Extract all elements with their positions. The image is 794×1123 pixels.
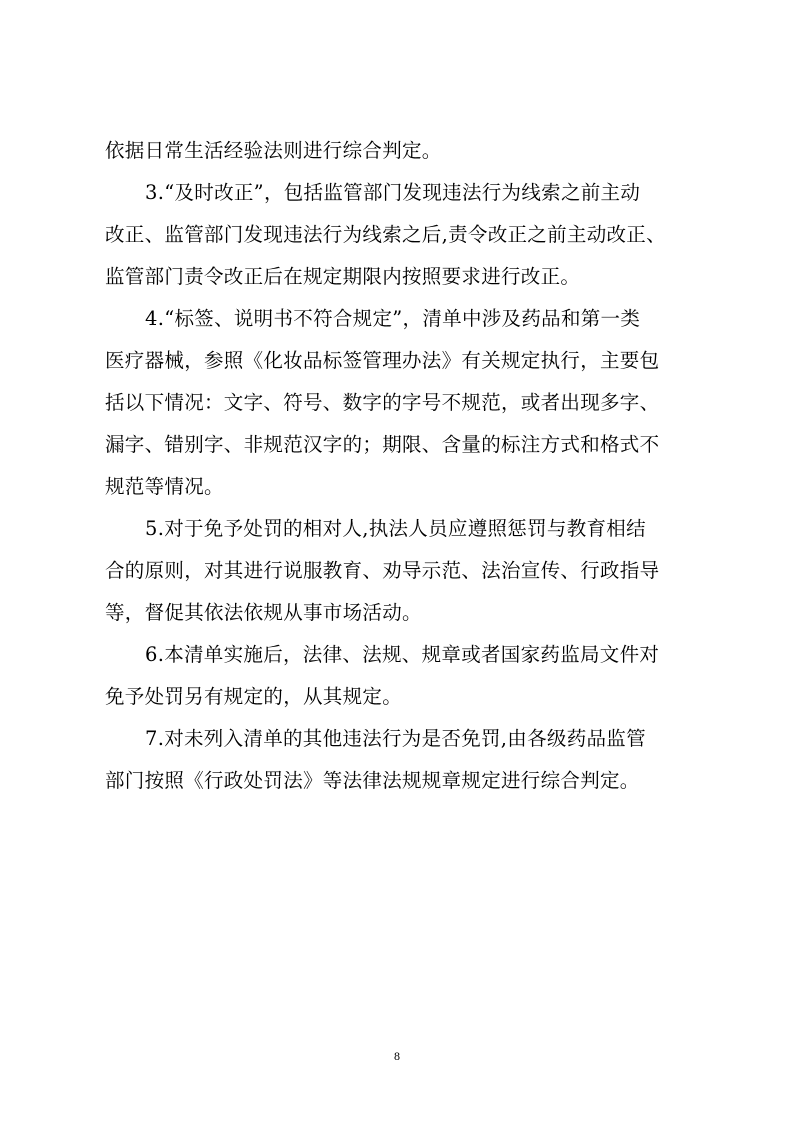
- paragraph: [105, 130, 689, 172]
- paragraph: [105, 718, 689, 802]
- text-line: 规范等情况。: [105, 475, 224, 498]
- text-line: 监管部门责令改正后在规定期限内按照要求进行改正。: [105, 265, 581, 288]
- text-line: 免予处罚另有规定的，从其规定。: [105, 685, 403, 708]
- paragraph: [105, 508, 689, 634]
- text-line: 7.对未列入清单的其他违法行为是否免罚,由各级药品监管: [145, 727, 646, 750]
- text-line: 漏字、错别字、非规范汉字的；期限、含量的标注方式和格式不: [105, 433, 660, 456]
- paragraph: [105, 298, 689, 508]
- text-line: 3.“及时改正”，包括监管部门发现违法行为线索之前主动: [145, 181, 641, 204]
- text-line: 合的原则，对其进行说服教育、劝导示范、法治宣传、行政指导: [105, 559, 660, 582]
- text-line: 医疗器械，参照《化妆品标签管理办法》有关规定执行，主要包: [105, 349, 660, 372]
- text-line: 5.对于免予处罚的相对人,执法人员应遵照惩罚与教育相结: [145, 517, 646, 540]
- page-number: 8: [394, 1049, 400, 1063]
- paragraph: [105, 634, 689, 718]
- text-line: 依据日常生活经验法则进行综合判定。: [105, 139, 442, 162]
- text-line: 等，督促其依法依规从事市场活动。: [105, 601, 422, 624]
- text-line: 部门按照《行政处罚法》等法律法规规章规定进行综合判定。: [105, 769, 640, 792]
- text-line: 4.“标签、说明书不符合规定”，清单中涉及药品和第一类: [145, 307, 641, 330]
- paragraph: [105, 172, 689, 298]
- text-line: 括以下情况：文字、符号、数字的字号不规范，或者出现多字、: [105, 391, 660, 414]
- text-line: 改正、监管部门发现违法行为线索之后,责令改正之前主动改正、: [105, 223, 666, 246]
- document-body: [105, 130, 689, 802]
- text-line: 6.本清单实施后，法律、法规、规章或者国家药监局文件对: [145, 643, 660, 666]
